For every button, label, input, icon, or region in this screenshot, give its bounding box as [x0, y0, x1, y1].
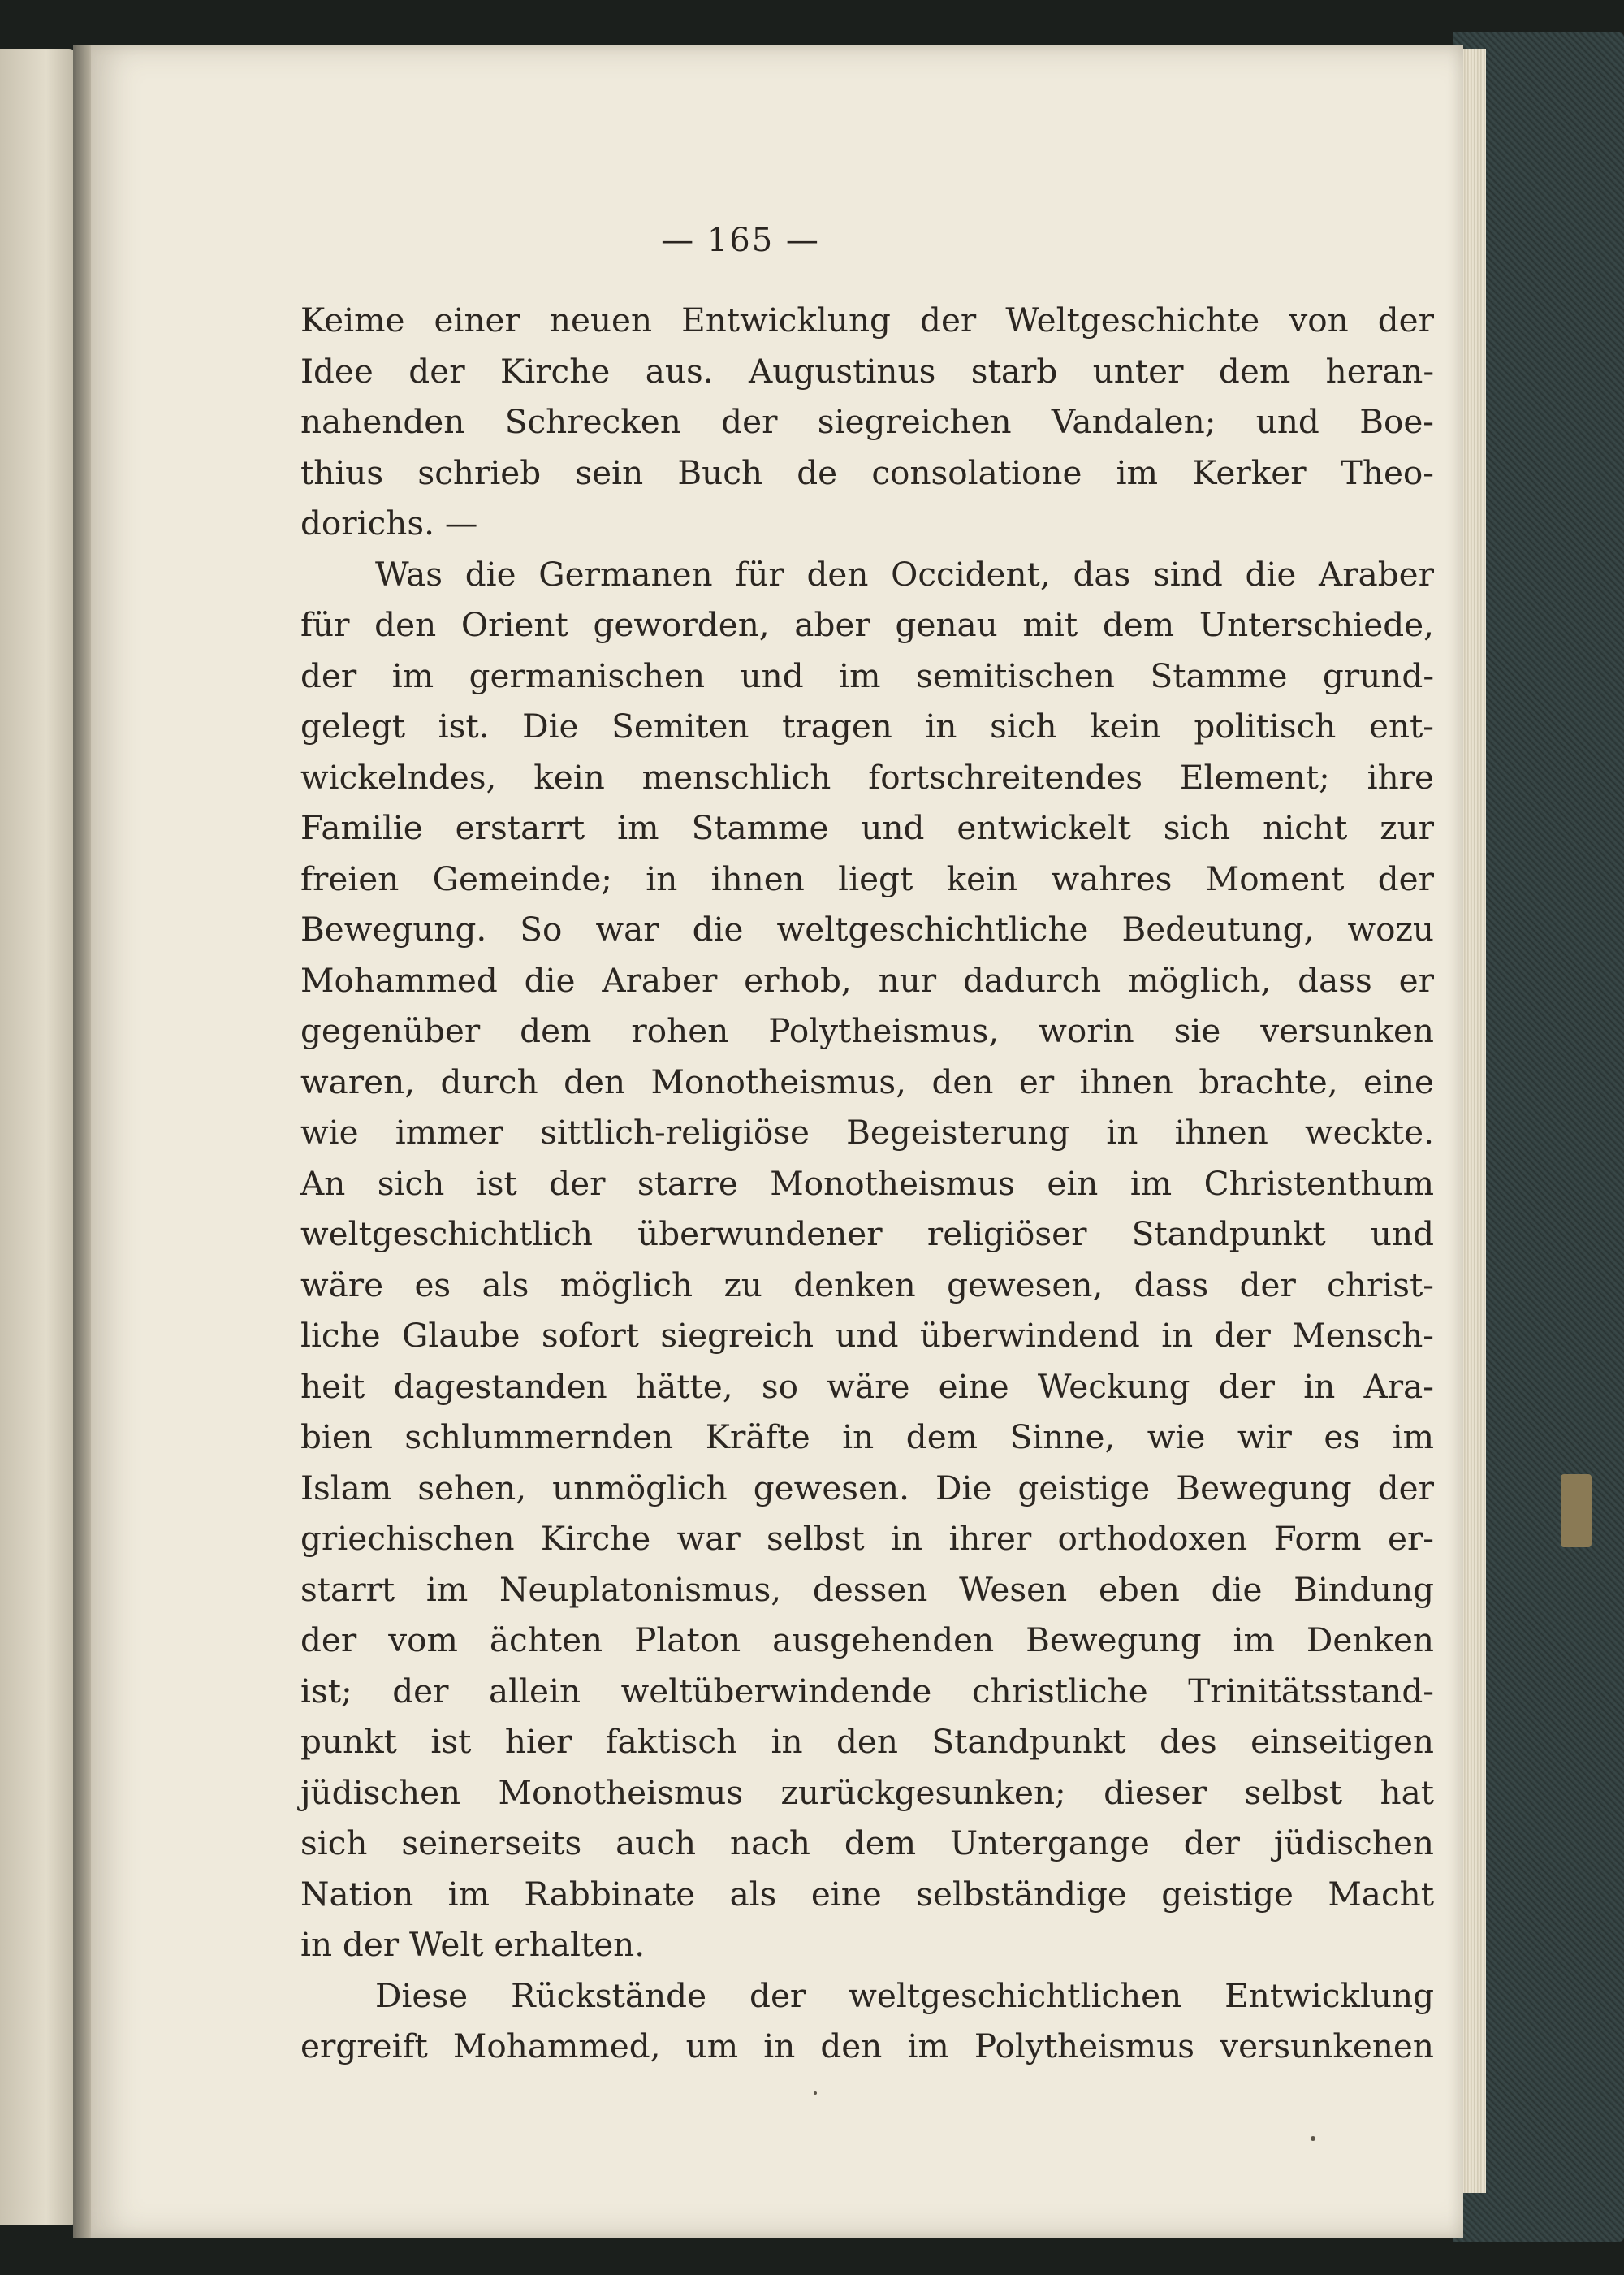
text-line: dorichs. — [300, 504, 478, 543]
text-line: der im germanischen und im semitischen Stamme grund- [300, 655, 1434, 695]
text-line: sich seinerseits auch nach dem Untergange der jüdischen [300, 1823, 1434, 1862]
text-line: wäre es als möglich zu denken gewesen, dass der christ- [300, 1265, 1434, 1304]
text-line: liche Glaube sofort siegreich und überwindend in der Mensch- [300, 1316, 1434, 1355]
text-line: in der Welt erhalten. [300, 1925, 646, 1964]
text-line: bien schlummernden Kräfte in dem Sinne, wie wir es im [300, 1417, 1434, 1456]
text-line: Familie erstarrt im Stamme und entwickelt sich nicht zur [300, 808, 1434, 847]
text-line: jüdischen Monotheismus zurückgesunken; dieser selbst hat [300, 1772, 1434, 1812]
text-line: An sich ist der starre Monotheismus ein im Christenthum [300, 1163, 1434, 1203]
text-line: weltgeschichtlich überwundener religiöser Standpunkt und [300, 1214, 1434, 1253]
text-line: Islam sehen, unmöglich gewesen. Die geistige Bewegung der [300, 1468, 1434, 1507]
paragraph-first-line: Was die Germanen für den Occident, das sind die Araber [375, 554, 1434, 594]
text-line: ist; der allein weltüberwindende christliche Trinitätsstand- [300, 1671, 1434, 1711]
text-line: griechischen Kirche war selbst in ihrer orthodoxen Form er- [300, 1519, 1434, 1558]
text-line: ergreift Mohammed, um in den im Polytheismus versunkenen [300, 2026, 1434, 2065]
text-line: wickelndes, kein menschlich fortschreitendes Element; ihre [300, 757, 1434, 797]
text-line: für den Orient geworden, aber genau mit dem Unterschiede, [300, 605, 1434, 644]
text-line: heit dagestanden hätte, so wäre eine Weckung der in Ara- [300, 1366, 1434, 1406]
text-line: wie immer sittlich-religiöse Begeisterung in ihnen weckte. [300, 1113, 1434, 1152]
text-line: starrt im Neuplatonismus, dessen Wesen eben die Bindung [300, 1569, 1434, 1609]
text-line: punkt ist hier faktisch in den Standpunkt des einseitigen [300, 1722, 1434, 1761]
text-line: Nation im Rabbinate als eine selbständige geistige Macht [300, 1874, 1434, 1914]
text-line: Keime einer neuen Entwicklung der Weltgeschichte von der [300, 301, 1434, 340]
text-line: gegenüber dem rohen Polytheismus, worin sie versunken [300, 1011, 1434, 1050]
book-page [91, 45, 1463, 2238]
text-line: der vom ächten Platon ausgehenden Bewegung im Denken [300, 1620, 1434, 1659]
text-line: Bewegung. So war die weltgeschichtliche Bedeutung, wozu [300, 910, 1434, 949]
text-line: freien Gemeinde; in ihnen liegt kein wahres Moment der [300, 859, 1434, 898]
cover-clasp [1561, 1474, 1592, 1547]
paper-speck [814, 2091, 817, 2095]
previous-page-edge [0, 49, 77, 2225]
text-line: thius schrieb sein Buch de consolatione im Kerker Theo- [300, 452, 1434, 492]
page-number: — 165 — [661, 222, 820, 259]
text-line: gelegt ist. Die Semiten tragen in sich kein politisch ent- [300, 707, 1434, 746]
text-line: Mohammed die Araber erhob, nur dadurch möglich, dass er [300, 960, 1434, 1000]
text-line: Idee der Kirche aus. Augustinus starb unter dem heran- [300, 351, 1434, 391]
text-line: nahenden Schrecken der siegreichen Vandalen; und Boe- [300, 402, 1434, 441]
paper-speck [1311, 2136, 1315, 2141]
body-text [300, 295, 1434, 2072]
paragraph-first-line: Diese Rückstände der weltgeschichtlichen Entwicklung [375, 1975, 1434, 2015]
text-line: waren, durch den Monotheismus, den er ihnen brachte, eine [300, 1062, 1434, 1101]
